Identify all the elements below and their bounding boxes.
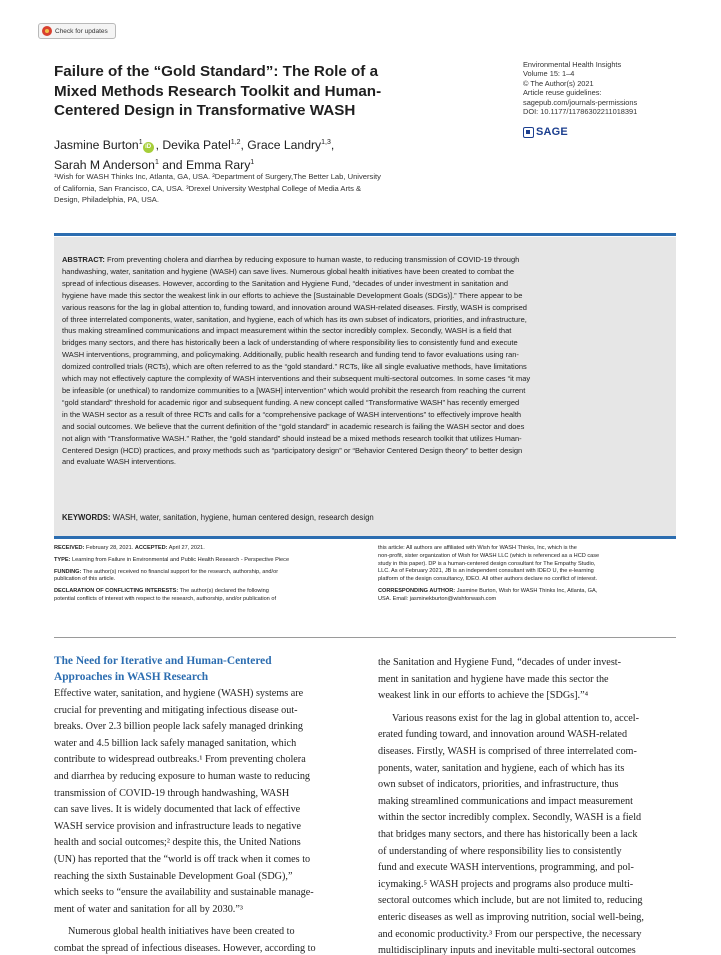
title-line: Mixed Methods Research Toolkit and Human- [54,82,382,100]
body-line: ment of water and sanitation for all by 2030.”³ [54,903,243,915]
reuse-link[interactable]: sagepub.com/journals-permissions [523,97,638,107]
accepted-label: ACCEPTED: [134,545,168,551]
publisher-name: SAGE [536,126,568,138]
orcid-icon[interactable]: iD [143,142,154,153]
body-line: sectoral outcomes which include, but are not limited to, reducing [378,895,643,907]
reuse-label: Article reuse guidelines: [523,88,602,98]
body-line: multidisciplinary inputs and inevitable multi-sectoral outcomes [378,945,636,955]
corresponding-text: USA. Email: jasminekburton@wishforwash.com [378,595,497,602]
author-name: Jasmine Burton [54,138,139,153]
abstract-line: Centered Design (HCD) practices, and proxy methods such as “participatory design” or “Behavior Centered Design theory” to better design [62,445,523,455]
abstract-line: be infeasible (or unethical) to randomize communities to a [WASH] intervention” which would prohibit the research from reaching the current [62,385,526,395]
author-affil-sup: 1 [250,159,255,167]
funding-label: FUNDING: [54,568,82,575]
body-line: can save lives. It is widely documented that lack of effective [54,804,301,816]
conflict-text: LLC. As of February 2021, JB is an independent consultant with IDEO U, the e-learning [378,568,594,575]
conflict-text: platform of the design consultancy, IDEO. All other authors declare no conflict of interest. [378,576,598,583]
abstract-line: bridges many sectors, and there has historically been a lack of understanding of where responsibility lies to consistently fund and execute [62,338,518,348]
author-name: , Devika Patel [155,138,231,153]
update-badge-icon [42,26,52,36]
body-line: health and social outcomes;² despite this, the United Nations [54,837,301,849]
body-line: and diarrhea by reducing exposure to human waste to reducing [54,770,311,782]
corresponding-label: CORRESPONDING AUTHOR: [378,587,456,594]
body-line: enteric diseases as well as improving nutrition, social well-being, [378,911,644,923]
body-line: ponents, water, sanitation and hygiene, each of which has its [378,762,625,774]
body-line: Effective water, sanitation, and hygiene (WASH) systems are [54,688,304,699]
section-heading [54,654,272,685]
section-heading-line: Approaches in WASH Research [54,670,209,683]
body-line: combat the spread of infectious diseases. However, according to [54,942,316,954]
author-separator: , [330,138,335,153]
abstract [62,254,668,468]
journal-volume: Volume 15: 1–4 [523,69,575,79]
accepted-date: April 27, 2021. [167,545,205,551]
abstract-line: domized controlled trials (RCTs), which are often referred to as the “gold standard.” RCTs, like all single evaluative methods, have limitations [62,362,527,372]
body-line: contribute to widespread outbreaks.¹ From preventing cholera [54,754,306,766]
body-line: erated funding toward, and innovation around WASH-related [378,729,628,741]
front-matter-divider [54,637,676,638]
abstract-line: thus making streamlined communications and impact measurement within the sector incredibly complex. Secondly, WASH is a field that [62,326,512,336]
body-line: reaching the sixth Sustainable Development Goal (SDG),” [54,870,293,882]
corresponding-text: Jasmine Burton, Wish for WASH Thinks Inc, Atlanta, GA, [455,587,598,594]
body-line: within the sector incredibly complex. Secondly, WASH is a field [378,812,642,824]
type-label: TYPE: [54,556,71,563]
abstract-line: of three interrelated components, water, sanitation, and hygiene, each of which has its own subset of indicators, priorities, and infrastructure, [62,314,527,324]
affiliation-line: ¹Wish for WASH Thinks Inc, Atlanta, GA, USA. ²Department of Surgery,The Better Lab, University [54,172,381,181]
abstract-line: spread of infectious diseases. However, according to the Sanitation and Hygiene Fund, “decades of under investment in sanitation and [62,278,509,288]
body-line: own subset of indicators, priorities, and infrastructure, thus [378,779,619,791]
body-line: crucial for preventing and mitigating infectious disease out- [54,704,298,716]
abstract-line: various reasons for the lag in global attention to, funding toward, and innovation around WASH-related diseases. Firstly, WASH is comprised [62,302,527,312]
received-label: RECEIVED: [54,545,85,551]
abstract-line: in the WASH sector as a result of three RCTs and calls for a “comprehensive package of WASH interventions” to effectively improve health [62,409,522,419]
abstract-line: which may not effectively capture the complexity of WASH interventions and their subsequent multi-sectoral outcomes. In some cases “it may [62,374,531,384]
funding-text: The author(s) received no financial support for the research, authorship, and/or [81,568,279,575]
body-line: making streamlined communications and impact measurement [378,795,633,807]
abstract-line: and social outcomes. We believe that the current definition of the “gold standard” in academic research is failing the WASH sector and does [62,421,525,431]
keywords [62,513,374,522]
author-affil-sup: 1 [154,159,159,167]
article-type: Learning from Failure in Environmental and Public Health Research - Perspective Piece [70,556,290,563]
funding-text: publication of this article. [54,576,116,583]
author-affil-sup: 1,2 [230,139,241,146]
section-heading-line: The Need for Iterative and Human-Centered [54,655,272,667]
journal-meta [523,60,637,116]
body-line: icymaking.⁵ WASH projects and programs also produce multi- [378,878,634,890]
abstract-label: ABSTRACT: [62,255,105,264]
abstract-bottom-rule [54,536,676,539]
body-column-left [54,686,354,955]
title-line: Centered Design in Transformative WASH [54,102,356,119]
body-line: transmission of COVID-19 through handwashing, WASH [54,787,290,799]
journal-name: Environmental Health Insights [523,60,622,69]
check-for-updates-label: Check for updates [55,27,108,35]
body-line: weakest link in our efforts to achieve the [SDGs].”⁴ [378,690,589,702]
abstract-line: hygiene have made this sector the weakest link in our efforts to achieve the [Sustainable Development Goals (SDGs)].” There appear to be [62,290,523,300]
body-line: of understanding of where responsibility lies to consistently [378,845,622,857]
body-line: ment in sanitation and hygiene have made this sector the [378,673,609,685]
abstract-line: “gold standard” threshold for academic rigor and subsequent funding. A new concept called “Transformative WASH” has recently emerged [62,397,520,407]
affiliation-line: Design, Philadelphia, PA, USA. [54,195,159,205]
body-line: Various reasons exist for the lag in global attention to, accel- [392,712,639,724]
body-column-right [378,655,678,955]
author-list [54,134,334,174]
author-affil-sup: 1,3 [321,139,331,146]
affiliation-line: of California, San Francisco, CA, USA. ³Drexel University Westphal College of Media Arts & [54,183,362,193]
abstract-line: WASH interventions, programming, and policymaking. Additionally, public health research and funding tend to favor evaluations using ran- [62,350,519,360]
sage-logo [523,126,568,138]
conflict-label: DECLARATION OF CONFLICTING INTERESTS: [54,588,179,595]
author-name: and Emma Rary [158,158,251,173]
author-name: Sarah M Anderson [54,158,155,173]
check-for-updates-button[interactable] [38,23,116,39]
keywords-text: WASH, water, sanitation, hygiene, human centered design, research design [110,513,374,522]
conflict-text: The author(s) declared the following [178,588,269,595]
author-name: , Grace Landry [240,138,322,153]
abstract-line: From preventing cholera and diarrhea by reducing exposure to human waste, to reducing transmission of COVID-19 through [104,255,520,264]
body-line: breaks. Over 2.3 billion people lack safely managed drinking [54,721,303,733]
body-line: and economic productivity.³ From our perspective, the necessary [378,928,642,940]
abstract-line: not align with “Transformative WASH.” Rather, the “gold standard” should instead be a mixed methods research toolkit that utilizes Human- [62,433,522,443]
body-line: which seeks to “ensure the availability and sustainable manage- [54,887,314,899]
conflict-text: this article: All authors are affiliated with Wish for WASH Thinks, Inc, which is the [378,545,577,551]
affiliations [54,171,381,206]
keywords-label: KEYWORDS: [62,513,111,522]
conflict-text: non-profit, sister organization of Wish for WASH LLC (which is referenced as a HCD case [378,552,600,559]
body-line: the Sanitation and Hygiene Fund, “decades of under invest- [378,657,622,668]
body-line: that bridges many sectors, and there has historically been a lack [378,828,638,840]
article-title [54,62,444,121]
conflict-text: study in this paper). DP is a human-centered design consultant for The Empathy Studio, [378,560,596,567]
abstract-top-rule [54,233,676,236]
journal-copyright: © The Author(s) 2021 [523,78,594,88]
article-notes-left [54,545,354,604]
article-notes-right [378,545,678,604]
conflict-text: potential conflicts of interest with respect to the research, authorship, and/or publication of [54,595,277,602]
body-line: diseases. Firstly, WASH is comprised of three interrelated com- [378,745,637,757]
body-line: fund and execute WASH interventions, programming, and pol- [378,862,634,874]
abstract-line: and evaluate WASH interventions. [62,457,176,467]
author-affil-sup: 1 [138,139,143,146]
body-line: WASH service provision and infrastructure leads to negative [54,820,301,832]
body-line: Numerous global health initiatives have been created to [68,926,295,938]
abstract-line: handwashing, water, sanitation and hygiene (WASH) can save lives. Numerous global health initiatives have been created to combat the [62,266,515,276]
body-line: (UN) has reported that the “world is off track when it comes to [54,853,311,865]
sage-logo-icon [523,127,534,138]
body-line: water and 4.5 billion lack safely managed sanitation, which [54,737,297,749]
title-line: Failure of the “Gold Standard”: The Role of a [54,63,379,80]
received-date: February 28, 2021. [84,545,135,551]
doi[interactable]: DOI: 10.1177/11786302211018391 [523,107,638,117]
